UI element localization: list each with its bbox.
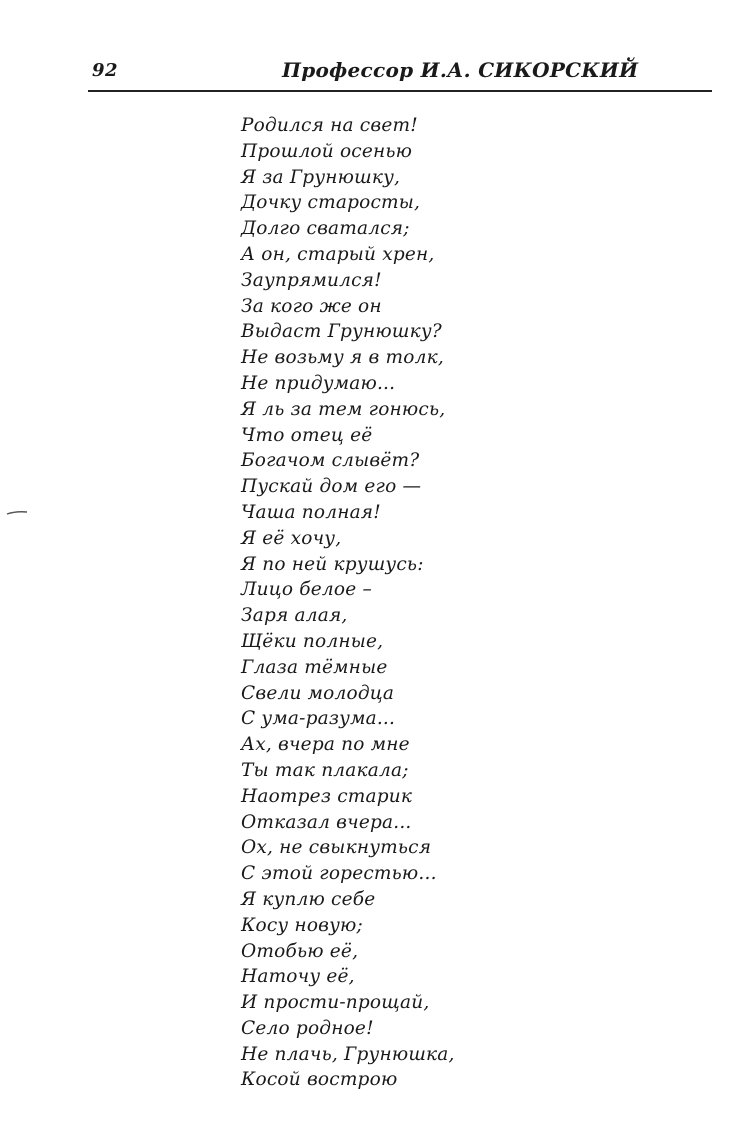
- poem-line: Ох, не свыкнуться: [241, 837, 432, 859]
- poem-text: [241, 113, 455, 1093]
- poem-line: Я её хочу,: [241, 527, 342, 549]
- poem-line: И прости-прощай,: [241, 992, 430, 1014]
- poem-line: Пускай дом его —: [241, 476, 422, 498]
- poem-line: Ты так плакала;: [241, 759, 409, 781]
- poem-line: Я за Грунюшку,: [241, 166, 401, 188]
- header-divider: [88, 90, 712, 92]
- poem-line: А он, старый хрен,: [241, 243, 435, 265]
- poem-line: С ума-разума...: [241, 708, 396, 730]
- poem-line: Косу новую;: [241, 914, 363, 936]
- poem-line: Что отец её: [241, 424, 373, 446]
- poem-line: Свели молодца: [241, 682, 395, 704]
- poem-line: Заря алая,: [241, 605, 348, 627]
- poem-line: Выдаст Грунюшку?: [241, 321, 442, 343]
- poem-line: Я ль за тем гонюсь,: [241, 398, 446, 420]
- running-head: Профессор И.А. СИКОРСКИЙ: [282, 58, 639, 82]
- poem-line: Наточу её,: [241, 966, 355, 988]
- poem-line: Чаша полная!: [241, 501, 381, 523]
- poem-line: Наотрез старик: [241, 785, 413, 807]
- poem-line: Прошлой осенью: [241, 140, 413, 162]
- poem-line: Не придумаю...: [241, 372, 396, 394]
- poem-line: Глаза тёмные: [241, 656, 388, 678]
- poem-line: Отобью её,: [241, 940, 359, 962]
- poem-line: Долго сватался;: [241, 218, 410, 240]
- poem-line: Отказал вчера...: [241, 811, 412, 833]
- poem-line: Косой вострою: [241, 1069, 398, 1091]
- poem-line: Лицо белое –: [241, 579, 372, 601]
- poem-line: Не возьму я в толк,: [241, 347, 444, 369]
- poem-line: С этой горестью...: [241, 863, 437, 885]
- page-header: [86, 56, 712, 90]
- poem-line: За кого же он: [241, 295, 382, 317]
- poem-line: Дочку старосты,: [241, 192, 421, 214]
- poem-line: Я куплю себе: [241, 888, 376, 910]
- poem-line: Заупрямился!: [241, 269, 382, 291]
- poem-line: Родился на свет!: [241, 115, 418, 136]
- poem-line: Не плачь, Грунюшка,: [241, 1043, 455, 1065]
- poem-line: Село родное!: [241, 1017, 374, 1039]
- poem-line: Я по ней крушусь:: [241, 553, 424, 575]
- poem-line: Ах, вчера по мне: [241, 734, 410, 756]
- scan-artifact-mark: [6, 510, 28, 516]
- poem-line: Щёки полные,: [241, 630, 384, 652]
- page-number: 92: [92, 60, 119, 81]
- poem-line: Богачом слывёт?: [241, 450, 420, 472]
